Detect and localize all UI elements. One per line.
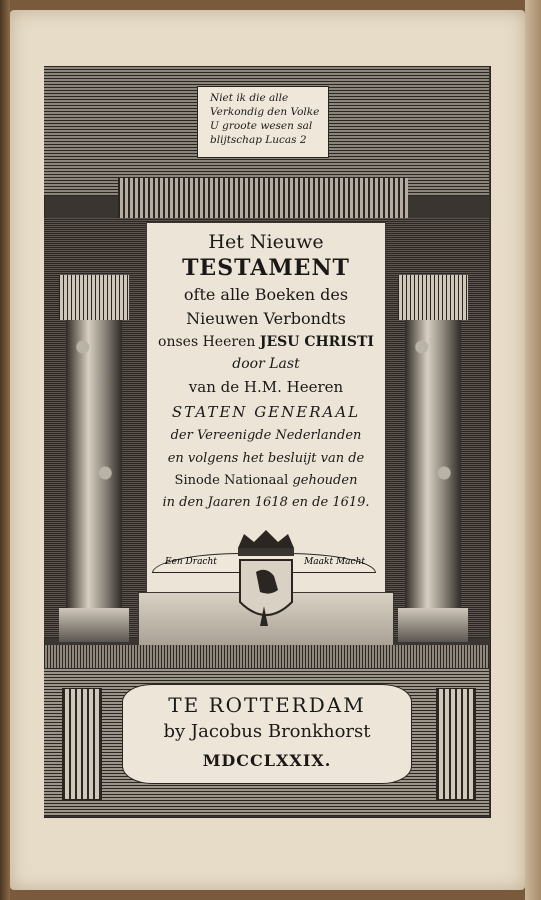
title-line: in den Jaaren 1618 en de 1619. — [162, 495, 370, 510]
right-column — [405, 275, 461, 635]
scroll-line: Niet ik die alle — [210, 92, 289, 104]
title-line — [147, 473, 385, 488]
imprint-place: TE ROTTERDAM — [168, 693, 366, 717]
title-line — [147, 334, 385, 350]
title-line: Nieuwen Verbondts — [186, 309, 346, 328]
title-testament: TESTAMENT — [182, 255, 350, 281]
title-line: ofte alle Boeken des — [183, 285, 349, 304]
title-line: van de H.M. Heeren — [188, 378, 344, 396]
title-staten-generaal: STATEN GENERAAL — [171, 403, 361, 421]
left-ornament-panel — [62, 688, 102, 800]
scroll-line: blijtschap Lucas 2 — [210, 134, 307, 146]
title-line: en volgens het besluijt van de — [167, 451, 365, 466]
coat-of-arms-icon — [230, 530, 302, 650]
left-capital — [59, 275, 129, 320]
page-edges — [525, 0, 541, 900]
motto-left: Een Dracht — [165, 557, 217, 567]
open-book-scroll — [197, 86, 329, 158]
title-line: Het Nieuwe — [208, 231, 324, 253]
title-line-part: Sinode Nationaal — [174, 473, 289, 488]
left-column-base — [59, 608, 129, 642]
title-line: der Vereenigde Nederlanden — [170, 428, 362, 443]
imprint-year: MDCCLXXIX. — [202, 751, 332, 770]
title-line: door Last — [232, 356, 300, 372]
right-capital — [398, 275, 468, 320]
right-ornament-panel — [436, 688, 476, 800]
title-line-part: gehouden — [292, 473, 358, 488]
imprint-printer: by Jacobus Bronkhorst — [163, 721, 371, 742]
right-column-base — [398, 608, 468, 642]
title-line-part: onses Heeren — [158, 334, 256, 350]
motto-right: Maakt Macht — [304, 557, 365, 567]
scroll-line: U groote wesen sal — [210, 120, 313, 132]
book-spine — [0, 0, 10, 900]
imprint-cartouche — [122, 684, 412, 784]
cornice-ornament — [118, 178, 408, 218]
scroll-line: Verkondig den Volke — [210, 106, 320, 118]
title-jesu-christi: JESU CHRISTI — [259, 334, 374, 350]
left-column — [66, 275, 122, 635]
